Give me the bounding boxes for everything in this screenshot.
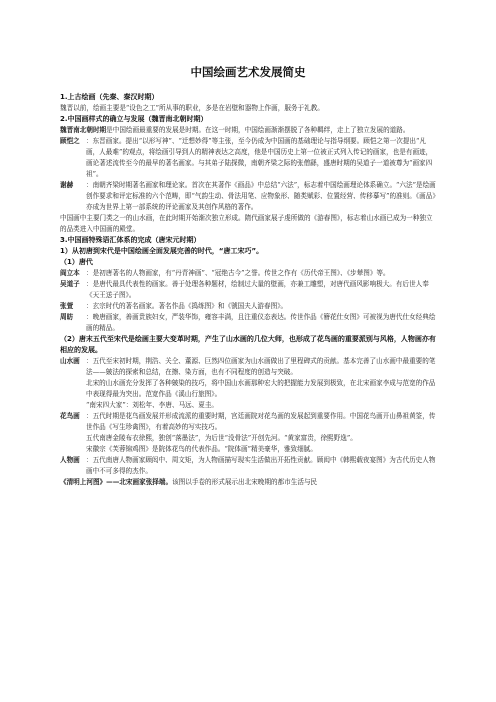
paragraph: 北宋的山水画充分发挥了各种皴染的技巧，将中国山水画那种宏大的把握能力发展到极致，在北宋画家李成与范宽的作品中表现得最为突出。范宽作品《溪山行旅图》。: [86, 379, 436, 398]
definition-text: ：玄宗时代的著名画家。著名作品《捣练图》和《虢国夫人游春图》。: [86, 302, 288, 310]
text: 该图以手卷的形式展示出北宋晚期的都市生活与民: [172, 478, 318, 486]
subsection-heading: （2）唐末五代至宋代是绘画主要大变革时期，产生了山水画的几位大师，也形成了花鸟画的重要派别与风格，人物画亦有相应的发展。: [60, 335, 436, 354]
subsection-heading: （1）唐代: [60, 258, 93, 266]
definition-xie: [60, 180, 436, 213]
definition-text: ：五代时期是花鸟画发展并形成流派的重要时期，宫廷画院对花鸟画的发展起到重要作用。中国花鸟画开山鼻祖黄筌，传世作品《写生珍禽图》，有着高妙的写实技巧。: [86, 412, 436, 431]
term: 谢赫: [60, 181, 74, 189]
definition-text: ：南朝齐梁时期著名画家和理论家。首次在其著作《画品》中总结“六法”，标志着中国绘画理论体系确立。“六法”是绘画创作要求和评定标准的六个范畴，即“气韵生动、骨法用笔、应物象形、随类赋彩、位置经营、传移摹写”的准则。《画品》亦成为世界上第一部系统的评论画家及其创作风格的著作。: [86, 181, 436, 211]
paragraph: 宋徽宗《芙蓉锦鸡图》是院体花鸟的代表作品。“院体画”精美豪华，雅致细腻。: [86, 445, 317, 453]
definition-text: ：是初唐著名的人物画家，有“丹青神画”、“冠绝古今”之誉。传世之作有《历代帝王图》、《步辇图》等。: [86, 269, 390, 277]
definition-text: ：晚唐画家，善画贵族妇女，严装华饰，雍容丰满，且注重仪态表达。传世作品《簪花仕女图》可被视为唐代仕女经典绘画的精品。: [86, 313, 436, 332]
term: 《清明上河图》——北宋画家张择端。: [60, 478, 173, 486]
term: 魏晋南北朝时期: [60, 126, 107, 134]
definition-huaniao: [60, 411, 436, 433]
paragraph: 中国画中主要门类之一的山水画，在此时期开始渐次独立形成。隋代画家展子虔所做的《游春图》，标志着山水画已成为一种独立的品类进入中国画的殿堂。: [60, 214, 433, 233]
definition-gu: [60, 136, 436, 180]
definition-shanshui: [60, 356, 436, 378]
term: 吴道子: [60, 280, 80, 288]
page-title: 中国绘画艺术发展简史: [190, 65, 306, 79]
definition-wu: [60, 279, 436, 301]
definition-text: ：东晋画家。提出“以形写神”、“迁想妙得”等主张，至今仍成为中国画的基础理论与指导纲要。顾恺之第一次提出“凡画，人最难”的观点，将绘画引导到人的精神表达之高度，他是中国历史上第一位被正式列入传记的画家，也是有画迹，画论著述流传至今的最早的著名画家。与其弟子陆探微，南朝齐梁之际的张僧繇，盛唐时期的吴道子一道被尊为“画家四祖”。: [86, 137, 433, 178]
definition-zhang: [60, 301, 436, 312]
paragraph: [60, 125, 436, 136]
term: 山水画: [60, 357, 80, 365]
section-heading-2: 2.中国画样式的确立与发展（魏晋南北朝时期）: [60, 115, 208, 123]
paragraph: [60, 477, 436, 488]
definition-zhou: [60, 312, 436, 334]
term: 张萱: [60, 302, 74, 310]
term: 顾恺之: [60, 137, 80, 145]
definition-text: ：五代南唐人物画家顾闳中、周文矩，为人物画描写现实生活做出开拓性贡献。顾闳中《韩熙载夜宴图》为古代历史人物画中不可多得的杰作。: [86, 456, 436, 475]
section-heading-3: 3.中国画特殊语汇体系的完成（唐宋元时期）: [60, 236, 201, 244]
term: 人物画: [60, 456, 80, 464]
term: 花鸟画: [60, 412, 80, 420]
section-heading-1: 1.上古绘画（先秦、秦汉时期）: [60, 93, 159, 101]
paragraph: 魏晋以前，绘画主要是“设色之工”所从事的职业，多是在岩壁和器物上作画，服务于礼教。: [60, 104, 324, 112]
paragraph: 五代南唐金陵布衣徐熙，独创“落墨法”，为后世“没骨法”开创先河。“黄家富贵，徐熙野逸”。: [86, 434, 357, 442]
term: 周昉: [60, 313, 74, 321]
definition-yan: [60, 268, 436, 279]
term: 阎立本: [60, 269, 80, 277]
subsection-heading: 1）从初唐到宋代是中国绘画全面发展完善的时代，“唐工宋巧”。: [60, 247, 264, 255]
text: 是中国绘画最重要的发展是时期。在这一时期，中国绘画渐渐摆脱了各种羁绊，走上了独立发展的道路。: [106, 126, 410, 134]
paragraph: “南宋四大家”：刘松年、李唐、马远、夏圭。: [86, 401, 219, 409]
definition-text: ：是唐代最具代表性的画家。善于处理各种题材，绘制过大量的壁画，亦兼工雕塑，对唐代画风影响极大。有后世人奉《天王送子图》。: [86, 280, 429, 299]
definition-renwu: [60, 455, 436, 477]
definition-text: ：五代至宋初时期，荆浩、关仝、董源、巨然四位画家为山水画做出了里程碑式的贡献。基本完善了山水画中最重要的笔法——皴法的探索和总结，在擦、染方面，也有不同程度的创造与突破。: [86, 357, 436, 376]
